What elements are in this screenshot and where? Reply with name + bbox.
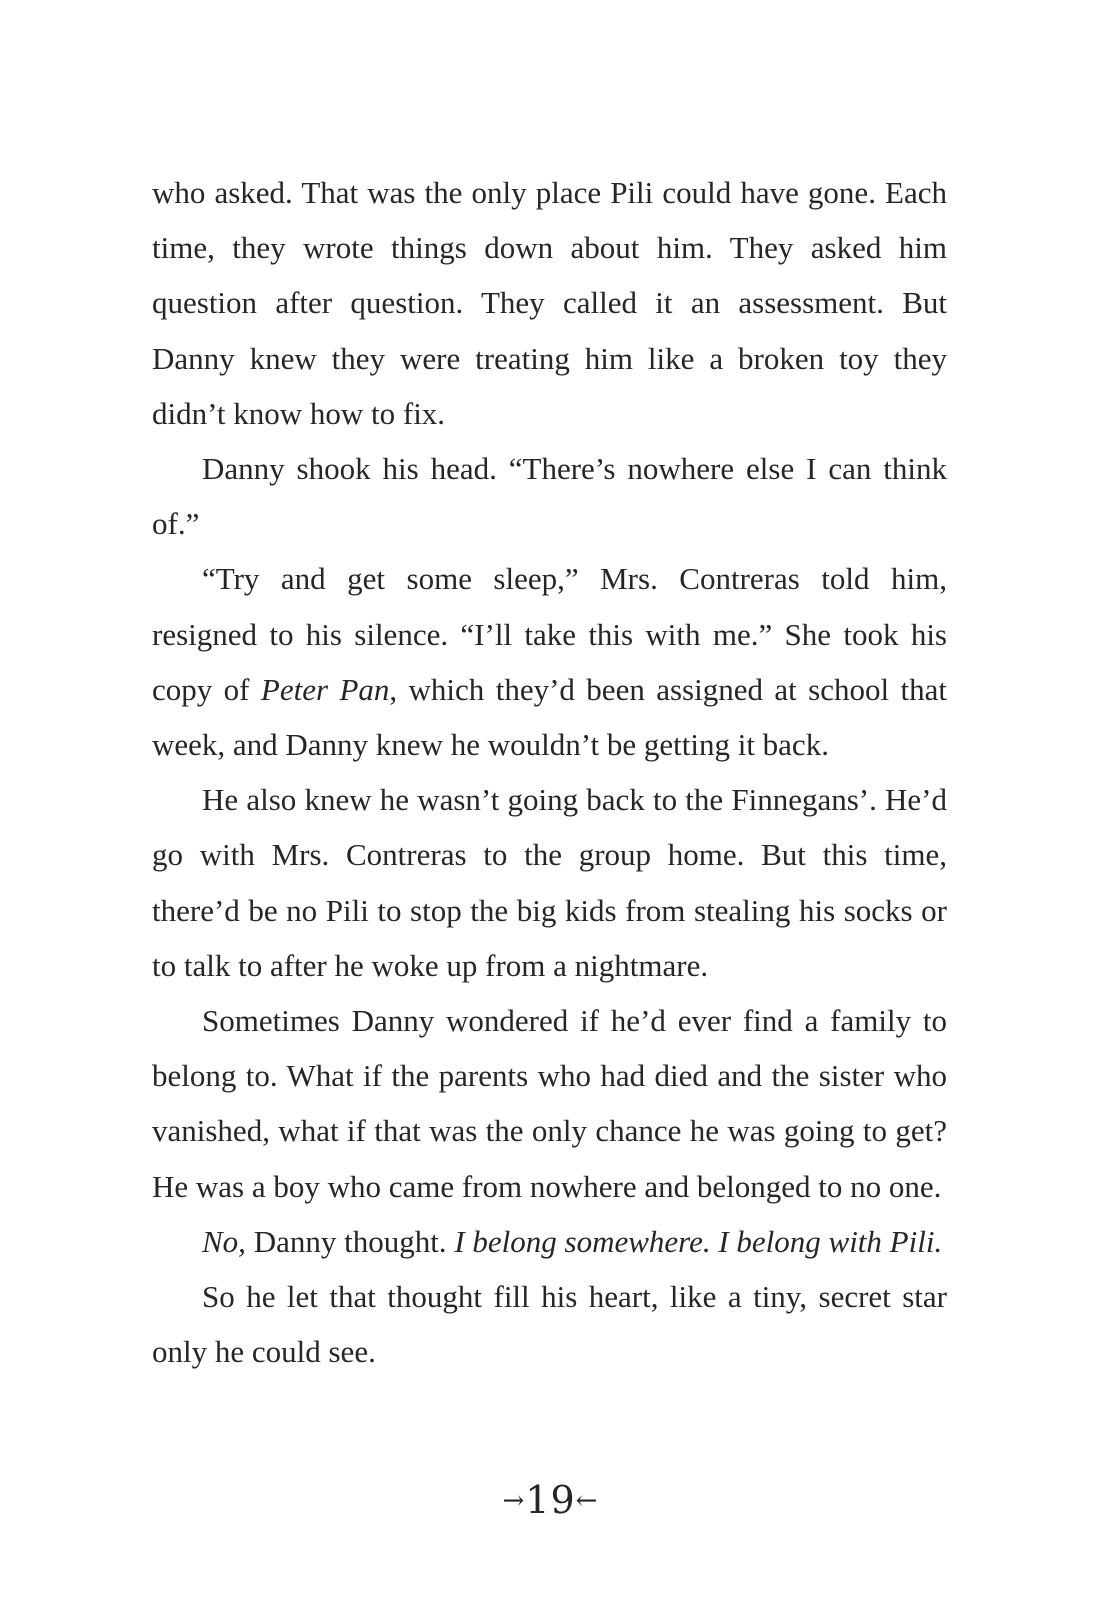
paragraph	[152, 1214, 947, 1269]
text-run: Danny thought.	[245, 1223, 455, 1259]
paragraph	[152, 441, 947, 551]
page-number	[0, 1478, 1101, 1523]
folio-left-arrow: →	[502, 1486, 526, 1516]
text-run: Danny shook his head. “There’s nowhere else I can think of.”	[152, 451, 947, 542]
paragraph	[152, 772, 947, 993]
text-run: “Try and get some sleep,” Mrs. Contreras told him, resigned to his silence. “I’ll take this with me.” She took his copy of	[152, 561, 947, 707]
text-run: , which they’d been assigned at school that week, and Danny knew he wouldn’t be getting it back.	[152, 671, 947, 763]
italic-run: Peter Pan	[260, 671, 390, 707]
text-run: Sometimes Danny wondered if he’d ever find a family to belong to. What if the parents who had died and the sister who vanished, what if that was the only chance he was going to get? He was a boy who came from nowhere and belonged to no one.	[152, 1003, 947, 1204]
italic-run: No,	[202, 1223, 246, 1259]
text-run: So he let that thought fill his heart, like a tiny, secret star only he could see.	[152, 1279, 947, 1370]
paragraph	[152, 165, 947, 441]
text-run: He also knew he wasn’t going back to the Finnegans’. He’d go with Mrs. Contreras to the group home. But this time, there’d be no Pili to stop the big kids from stealing his socks or to talk to after he woke up from a nightmare.	[152, 782, 947, 983]
paragraph	[152, 551, 947, 772]
paragraph	[152, 1269, 947, 1379]
folio-number: 19	[525, 1478, 576, 1522]
body-text	[152, 165, 947, 1379]
paragraph	[152, 993, 947, 1214]
italic-run: I belong somewhere. I belong with Pili.	[454, 1223, 943, 1259]
folio-right-arrow: ←	[575, 1486, 599, 1516]
text-run: who asked. That was the only place Pili could have gone. Each time, they wrote things down about him. They asked him question after question. They called it an assessment. But Danny knew they were treating him like a broken toy they didn’t know how to fix.	[152, 175, 947, 431]
